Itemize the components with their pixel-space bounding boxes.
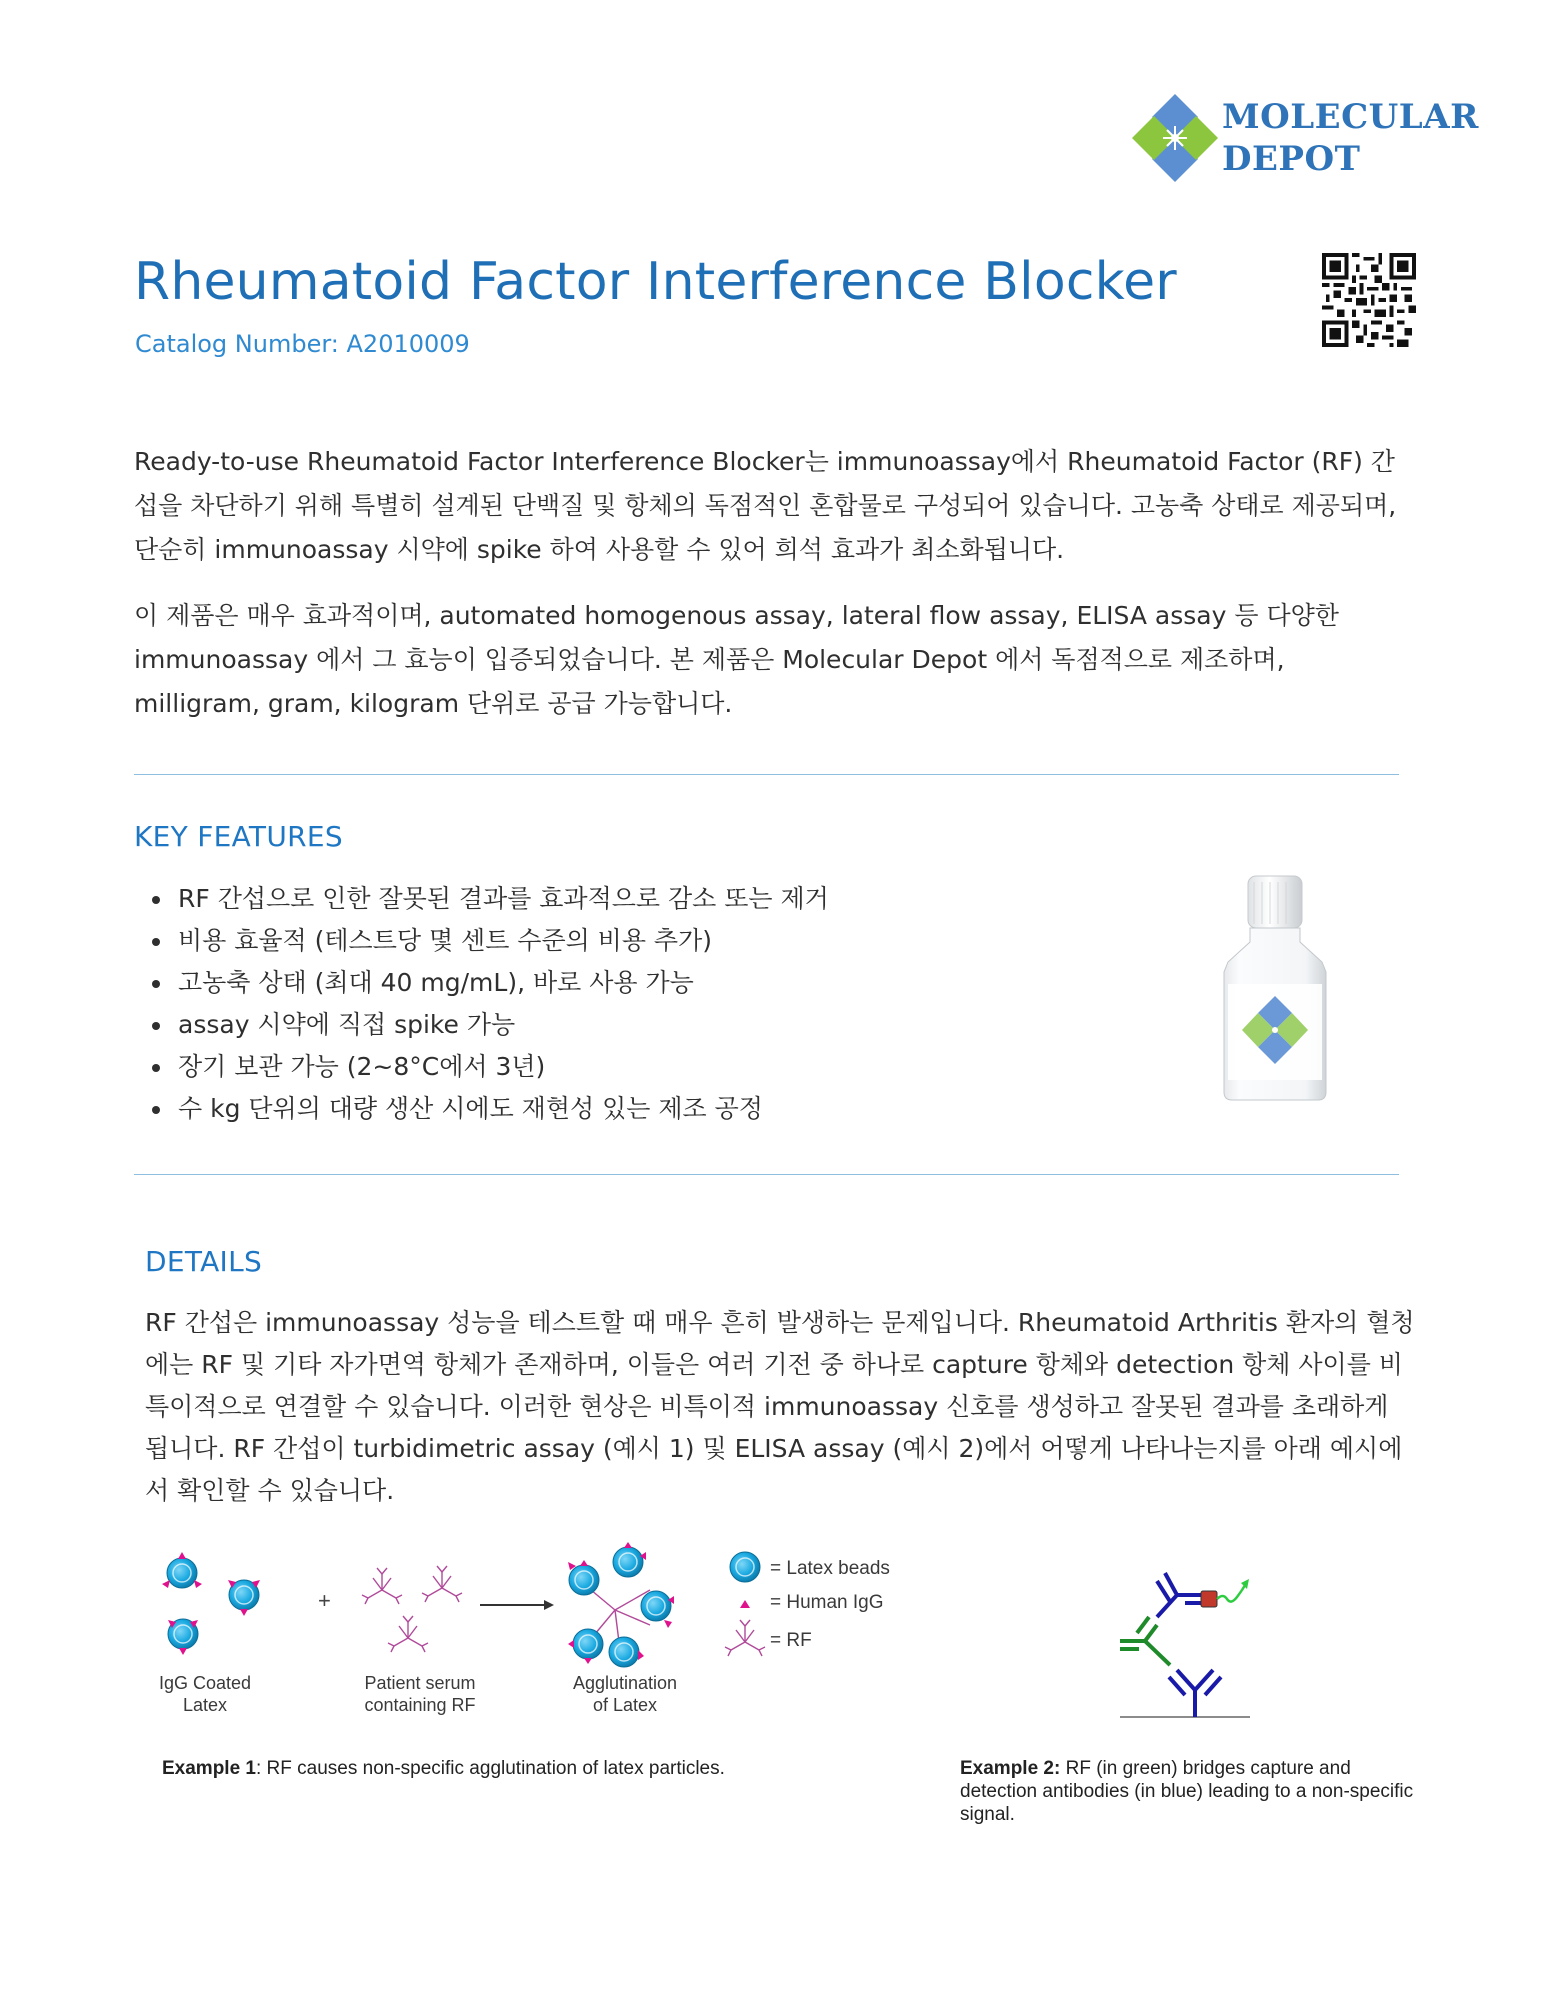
detection-antibody [1157,1573,1201,1617]
catalog-number: Catalog Number: A2010009 [135,330,470,358]
label-agglutination: Agglutination of Latex [572,1673,678,1715]
divider [134,1174,1399,1175]
list-item: • 장기 보관 가능 (2~8°C에서 3년) [174,1046,974,1088]
list-item: • 고농축 상태 (최대 40 mg/mL), 바로 사용 가능 [174,962,974,1004]
product-bottle-image [1210,872,1340,1104]
plus-sign: + [318,1588,331,1613]
igg-coated-latex-group [162,1552,260,1655]
key-features-heading: KEY FEATURES [134,820,343,853]
list-item: • 비용 효율적 (테스트당 몇 센트 수준의 비용 추가) [174,920,974,962]
label-igg-coated-latex: IgG Coated Latex [158,1673,252,1715]
details-heading: DETAILS [145,1245,263,1278]
human-igg-icon [740,1600,750,1608]
agglutination-cluster [568,1542,674,1667]
example-1-caption: Example 1: RF causes non-specific agglutination of latex particles. [162,1758,725,1779]
example-1-figure [150,1540,910,1740]
label-patient-serum: Patient serum containing RF [364,1673,476,1715]
legend-igg: = Human IgG [770,1592,884,1613]
example-2-figure [1115,1545,1265,1725]
key-features-list [148,878,974,1130]
divider [134,774,1399,775]
details-paragraph: RF 간섭은 immunoassay 성능을 테스트할 때 매우 흔히 발생하는 문제입니다. Rheumatoid Arthritis 환자의 혈청에는 RF 및 기타 자가면역 항체가 존재하며, 이들은 여러 기전 중 하나로 capture 항체와 detection 항체 사이를 비특이적으로 연결할 수 있습니다. 이러한 현상은 비특이적 immunoassay 신호를 생성하고 잘못된 결과를 초래하게 됩니다. RF 간섭이 turbidimetric assay (예시 1) 및 ELISA assay (예시 2)에서 어떻게 나타나는지를 아래 예시에서 확인할 수 있습니다. [145,1308,1415,1505]
legend-latex: = Latex beads [770,1558,890,1579]
list-item: • 수 kg 단위의 대량 생산 시에도 재현성 있는 제조 공정 [174,1088,974,1130]
signal-icon [1217,1585,1245,1602]
intro-paragraph-1: Ready-to-use Rheumatoid Factor Interference Blocker는 immunoassay에서 Rheumatoid Factor (RF) 간섭을 차단하기 위해 특별히 설계된 단백질 및 항체의 독점적인 혼합물로 구성되어 있습니다. 고농축 상태로 제공되며, 단순히 immunoassay 시약에 spike 하여 사용할 수 있어 희석 효과가 최소화됩니다. [134,447,1397,564]
intro-paragraph-2: 이 제품은 매우 효과적이며, automated homogenous assay, lateral flow assay, ELISA assay 등 다양한 immunoassay 에서 그 효능이 입증되었습니다. 본 제품은 Molecular Depot 에서 독점적으로 제조하며, milligram, gram, kilogram 단위로 공급 가능합니다. [134,601,1339,718]
patient-serum-group [362,1566,462,1652]
rf-antibody [1120,1617,1170,1665]
qr-code-icon[interactable] [1322,253,1416,347]
list-item: • RF 간섭으로 인한 잘못된 결과를 효과적으로 감소 또는 제거 [174,878,974,920]
legend-rf: = RF [770,1630,812,1651]
agglutination-diagram [150,1540,910,1740]
logo-mark-icon [1130,92,1220,184]
latex-bead-icon [730,1552,760,1582]
molecular-depot-logo [1130,92,1479,184]
rf-icon [725,1620,765,1656]
product-title: Rheumatoid Factor Interference Blocker [134,252,1177,312]
logo-wordmark: MOLECULAR DEPOT [1222,97,1479,179]
enzyme-label-icon [1201,1591,1217,1607]
figure-legend [725,1552,890,1656]
capture-antibody [1169,1670,1221,1717]
example-2-caption: Example 2: RF (in green) bridges capture and detection antibodies (in blue) leading to a non-specific signal. [960,1758,1414,1825]
list-item: • assay 시약에 직접 spike 가능 [174,1004,974,1046]
